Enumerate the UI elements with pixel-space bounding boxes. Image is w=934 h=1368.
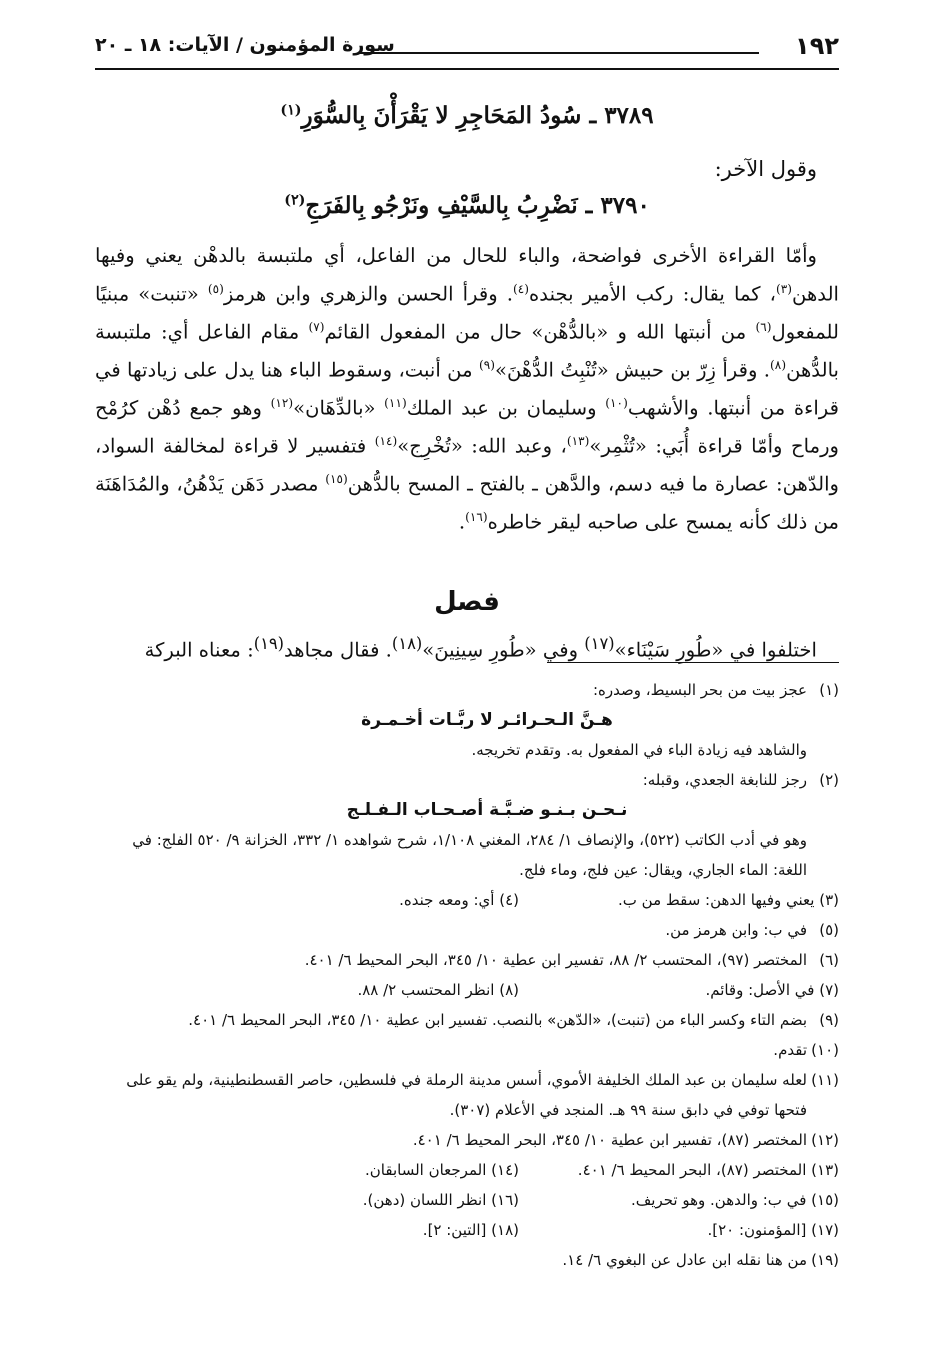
footnote-number: (٦) (819, 951, 839, 969)
footnote-13 (519, 1155, 839, 1185)
footnote-number: (١٠) (811, 1041, 839, 1059)
footnote-number: (٧) (819, 981, 839, 999)
footnote-12 (95, 1125, 839, 1155)
footnote-text: تقدم. (773, 1041, 807, 1059)
footnote-separator (547, 662, 839, 663)
text-run: وفي «طُورِ سِينِينَ» (422, 638, 585, 662)
footnote-14 (95, 1155, 519, 1185)
footnote-number: (١٩) (811, 1251, 839, 1269)
footnote-19 (95, 1245, 839, 1275)
book-page (95, 30, 839, 1368)
footnote-number: (٥) (819, 921, 839, 939)
footnote-ref[interactable]: (١٠) (605, 395, 628, 410)
footnote-text: [التين: ٢]. (422, 1221, 487, 1239)
footnote-ref[interactable]: (٥) (207, 281, 224, 296)
footnote-number: (١١) (811, 1071, 839, 1089)
footnote-pair (95, 1155, 839, 1185)
footnote-text: المختصر (٨٧)، البحر المحيط ٦/ ٤٠١. (577, 1161, 807, 1179)
text-run: «تنبت» مبنيًا للمفعول (95, 282, 839, 344)
text-run: وسليمان بن عبد الملك (406, 396, 606, 420)
footnote-text: في الأصل: وقائم. (705, 981, 815, 999)
body-text (95, 240, 839, 539)
footnote-text: انظر المحتسب ٢/ ٨٨. (357, 981, 495, 999)
footnote-ref[interactable]: (٧) (308, 319, 325, 334)
footnote-ref[interactable]: (٢) (284, 192, 306, 209)
footnote-text: من هنا نقله ابن عادل عن البغوي ٦/ ١٤. (562, 1251, 807, 1269)
footnote-2 (95, 765, 839, 795)
footnote-pair (95, 885, 839, 915)
footnote-text: [المؤمنون: ٢٠]. (707, 1221, 807, 1239)
footnote-number: (١٨) (491, 1221, 519, 1239)
footnotes (95, 675, 839, 1275)
footnote-poem-line: نـحـن بـنـو ضـبَّـة أصـحـاب الـفـلـج (346, 800, 628, 820)
footnote-number: (٤) (499, 891, 519, 909)
footnote-text: أي: ومعه جنده. (399, 891, 495, 909)
footnote-poem-line: هـنَّ الـحـرائـر لا ربَّـات أخـمـرة (361, 710, 613, 730)
footnote-text: المختصر (٨٧)، تفسير ابن عطية ١٠/ ٣٤٥، البحر المحيط ٦/ ٤٠١. (412, 1131, 807, 1149)
footnote-ref[interactable]: (١٦) (465, 509, 488, 524)
footnote-text: في ب: والدهن. وهو تحريف. (630, 1191, 807, 1209)
footnote-text: في ب: وابن هرمز من. (665, 921, 807, 939)
footnote-ref[interactable]: (٦) (755, 319, 772, 334)
footnote-text: رجز للنابغة الجعدي، وقبله: (642, 771, 807, 789)
footnote-16 (95, 1185, 519, 1215)
footnote-11 (95, 1065, 839, 1125)
footnote-17 (519, 1215, 839, 1245)
text-run: ، وعبد الله: «تُخْرِج» (397, 434, 567, 458)
footnote-pair (95, 975, 839, 1005)
footnote-text: لعله سليمان بن عبد الملك الخليفة الأموي، أسس مدينة الرملة في فلسطين، حاصر القسطنطينية، ولم يقو على فتحها توفي في دابق سنة ٩٩ هـ. المنجد في الأعلام (٣٠٧). (126, 1071, 807, 1119)
footnote-15 (519, 1185, 839, 1215)
footnote-9 (95, 1005, 839, 1035)
text-run: . وقرأ الحسن والزهري وابن هرمز (223, 282, 513, 306)
footnote-4 (95, 885, 519, 915)
verse-text: ٣٧٨٩ ـ سُودُ المَحَاجِرِ لا يَقْرَأْنَ بِالسُّوَرِ (301, 102, 654, 129)
footnote-6 (95, 945, 839, 975)
text-run: . فقال مجاهد (284, 638, 392, 662)
footnote-ref[interactable]: (١٧) (584, 634, 615, 653)
text-run: وأمّا القراءة الأخرى فواضحة، والباء للحال من الفاعل، أي ملتبسة بالدهْن يعني وفيها الدهن (95, 244, 839, 306)
footnote-ref[interactable]: (٩) (478, 357, 495, 372)
footnote-ref[interactable]: (١٢) (270, 395, 294, 410)
text-run: من أنبت، وسقوط الباء هنا يدل على زيادتها في قراءة من أنبتها. والأشهب (95, 358, 839, 420)
footnote-ref[interactable]: (٤) (513, 281, 530, 296)
running-header (95, 30, 839, 70)
footnote-text: وهو في أدب الكاتب (٥٢٢)، والإنصاف ١/ ٢٨٤، المغني ١/١٠٨، شرح شواهده ١/ ٣٣٢، الخزانة ٩/ ٥٢٠ الفلج: في اللغة: الماء الجاري، ويقال: عين فلج، وماء فلج. (132, 831, 807, 879)
text-run: من أنبتها الله و «بالدُّهْن» حال من المفعول القائم (324, 320, 756, 344)
footnote-text: والشاهد فيه زيادة الباء في المفعول به. وتقدم تخريجه. (471, 741, 807, 759)
section-paragraph (95, 628, 839, 667)
text-run: «بالدِّهَان» (293, 396, 385, 420)
footnote-number: (١٥) (811, 1191, 839, 1209)
footnote-ref[interactable]: (١٩) (253, 634, 285, 653)
footnote-ref[interactable]: (١٥) (325, 471, 348, 486)
sura-label: سورة المؤمنون / الآيات: ١٨ ـ ٢٠ (95, 34, 395, 56)
footnote-text: المرجعان السابقان. (365, 1161, 487, 1179)
footnote-text: المختصر (٩٧)، المحتسب ٢/ ٨٨، تفسير ابن عطية ١٠/ ٣٤٥، البحر المحيط ٦/ ٤٠١. (304, 951, 807, 969)
footnote-5 (95, 915, 839, 945)
text-run: مقام الفاعل أي: ملتبسة بالدُّهن (95, 320, 839, 382)
footnote-8 (95, 975, 519, 1005)
verse-text: ٣٧٩٠ ـ نَضْرِبُ بِالسَّيْفِ ونَرْجُو بِالفَرَجِ (305, 192, 650, 219)
footnote-ref[interactable]: (٨) (770, 357, 787, 372)
text-run: . (458, 510, 466, 534)
footnote-number: (١٧) (811, 1221, 839, 1239)
footnote-ref[interactable]: (١٣) (566, 433, 590, 448)
poem-verse-3790 (95, 192, 839, 219)
footnote-ref[interactable]: (١٨) (391, 634, 423, 653)
footnote-pair (95, 1215, 839, 1245)
footnote-ref[interactable]: (٣) (776, 281, 793, 296)
footnote-ref[interactable]: (١) (280, 102, 302, 119)
text-run: وهو جمع دُهْن كرُمْح ورماح وأمّا قراءة أُبَي: «تُثْمِر» (95, 396, 840, 458)
text-run: مصدر دَهَن يَدْهُنُ، والمُدَاهَنَة من ذلك كأنه يمسح على صاحبه ليقر خاطره (95, 472, 839, 534)
footnote-3 (519, 885, 839, 915)
text-run: . وقرأ زِرّ بن حبيش «تُنْبِتُ الدُّهْنَ» (494, 358, 771, 382)
footnote-number: (٩) (819, 1011, 839, 1029)
footnote-number: (١٤) (491, 1161, 519, 1179)
page-number: ١٩٢ (795, 32, 839, 60)
section-heading: فصل (434, 587, 500, 617)
text-run: ، كما يقال: ركب الأمير بجنده (529, 282, 777, 306)
footnote-text: يعني وفيها الدهن: سقط من ب. (618, 891, 815, 909)
footnote-text: بضم التاء وكسر الباء من (تنبت)، «الدّهن» بالنصب. تفسير ابن عطية ١٠/ ٣٤٥، البحر المحيط ٦/ ٤٠١. (188, 1011, 807, 1029)
text-run: اختلفوا في «طُورِ سَيْنَاء» (614, 638, 817, 662)
text-run: : معناه البركة (144, 638, 254, 662)
paragraph (95, 240, 839, 539)
footnote-number: (٢) (819, 771, 839, 789)
footnote-number: (١٦) (491, 1191, 519, 1209)
text-run: فتفسير لا قراءة لمخالفة السواد، والدّهن: عصارة ما فيه دسم، والدَّهن ـ بالفتح ـ المسح بالدُّهن (95, 434, 839, 496)
footnote-pair (95, 1185, 839, 1215)
footnote-ref[interactable]: (١١) (384, 395, 407, 410)
footnote-number: (٣) (819, 891, 839, 909)
poem-verse-3789 (95, 102, 839, 129)
footnote-ref[interactable]: (١٤) (374, 433, 398, 448)
footnote-18 (95, 1215, 519, 1245)
footnote-text: عجز بيت من بحر البسيط، وصدره: (592, 681, 807, 699)
footnote-number: (١٣) (811, 1161, 839, 1179)
intro-line: وقول الآخر: (714, 157, 817, 181)
footnote-number: (٨) (499, 981, 519, 999)
footnote-number: (١٢) (811, 1131, 839, 1149)
footnote-10 (95, 1035, 839, 1065)
footnote-7 (519, 975, 839, 1005)
footnote-number: (١) (819, 681, 839, 699)
footnote-1 (95, 675, 839, 705)
footnote-text: انظر اللسان (دهن). (362, 1191, 487, 1209)
header-rule (360, 52, 759, 54)
